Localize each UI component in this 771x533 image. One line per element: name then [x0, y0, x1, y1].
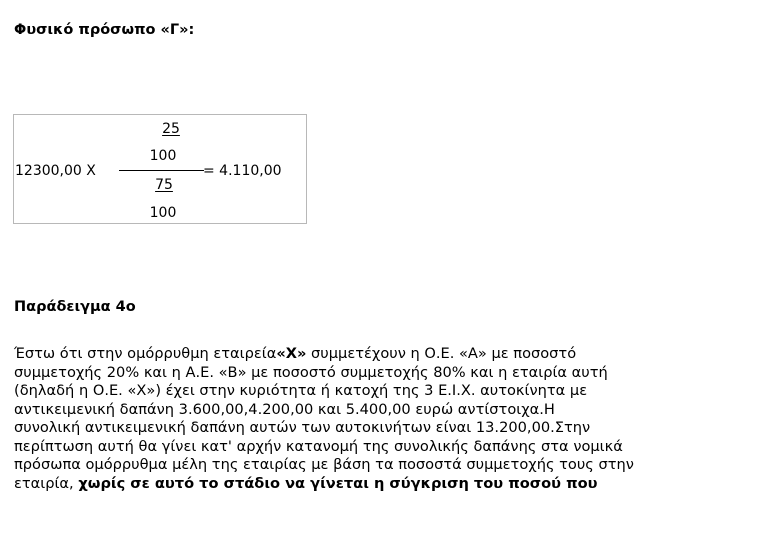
formula-denominator-bottom: 100 — [149, 205, 177, 221]
heading-example: Παράδειγμα 4ο — [14, 299, 136, 315]
paragraph-line: συμμετοχής 20% και η Α.Ε. «Β» με ποσοστό συμμετοχής 80% και η εταιρία αυτή — [14, 363, 608, 381]
paragraph-text: Έστω ότι στην ομόρρυθμη εταιρεία — [14, 345, 277, 362]
formula-left-side: 12300,00 Χ — [15, 163, 96, 179]
paragraph-line: (δηλαδή η Ο.Ε. «Χ») έχει στην κυριότητα ή κατοχή της 3 Ε.Ι.Χ. αυτοκίνητα με — [14, 382, 588, 399]
formula-numerator-top: 25 — [162, 121, 180, 137]
paragraph-line: συνολική αντικειμενική δαπάνη αυτών των αυτοκινήτων είναι 13.200,00.Στην — [14, 419, 591, 436]
formula-numerator-bottom: 75 — [155, 177, 173, 193]
paragraph-line: αντικειμενική δαπάνη 3.600,00,4.200,00 και 5.400,00 ευρώ αντίστοιχα.Η — [14, 400, 555, 418]
company-name-bold: «Χ» — [276, 345, 307, 362]
example-paragraph — [14, 345, 759, 493]
paragraph-text: εταιρία, — [14, 474, 79, 492]
formula-result: = 4.110,00 — [203, 163, 282, 179]
paragraph-text: συμμετέχουν η Ο.Ε. «Α» με ποσοστό — [306, 345, 577, 362]
paragraph-line — [14, 345, 759, 364]
paragraph-line: πρόσωπα ομόρρυθμα μέλη της εταιρίας με βάση τα ποσοστά συμμετοχής τους στην — [14, 456, 634, 473]
paragraph-line — [14, 475, 759, 494]
formula-denominator-top: 100 — [149, 148, 177, 164]
heading-physical-person: Φυσικό πρόσωπο «Γ»: — [14, 22, 195, 38]
fraction-line — [119, 170, 204, 171]
formula-box — [13, 114, 307, 224]
paragraph-line: περίπτωση αυτή θα γίνει κατ' αρχήν κατανομή της συνολικής δαπάνης στα νομικά — [14, 437, 623, 455]
bold-emphasis-text: χωρίς σε αυτό το στάδιο να γίνεται η σύγκριση του ποσού που — [78, 474, 598, 492]
